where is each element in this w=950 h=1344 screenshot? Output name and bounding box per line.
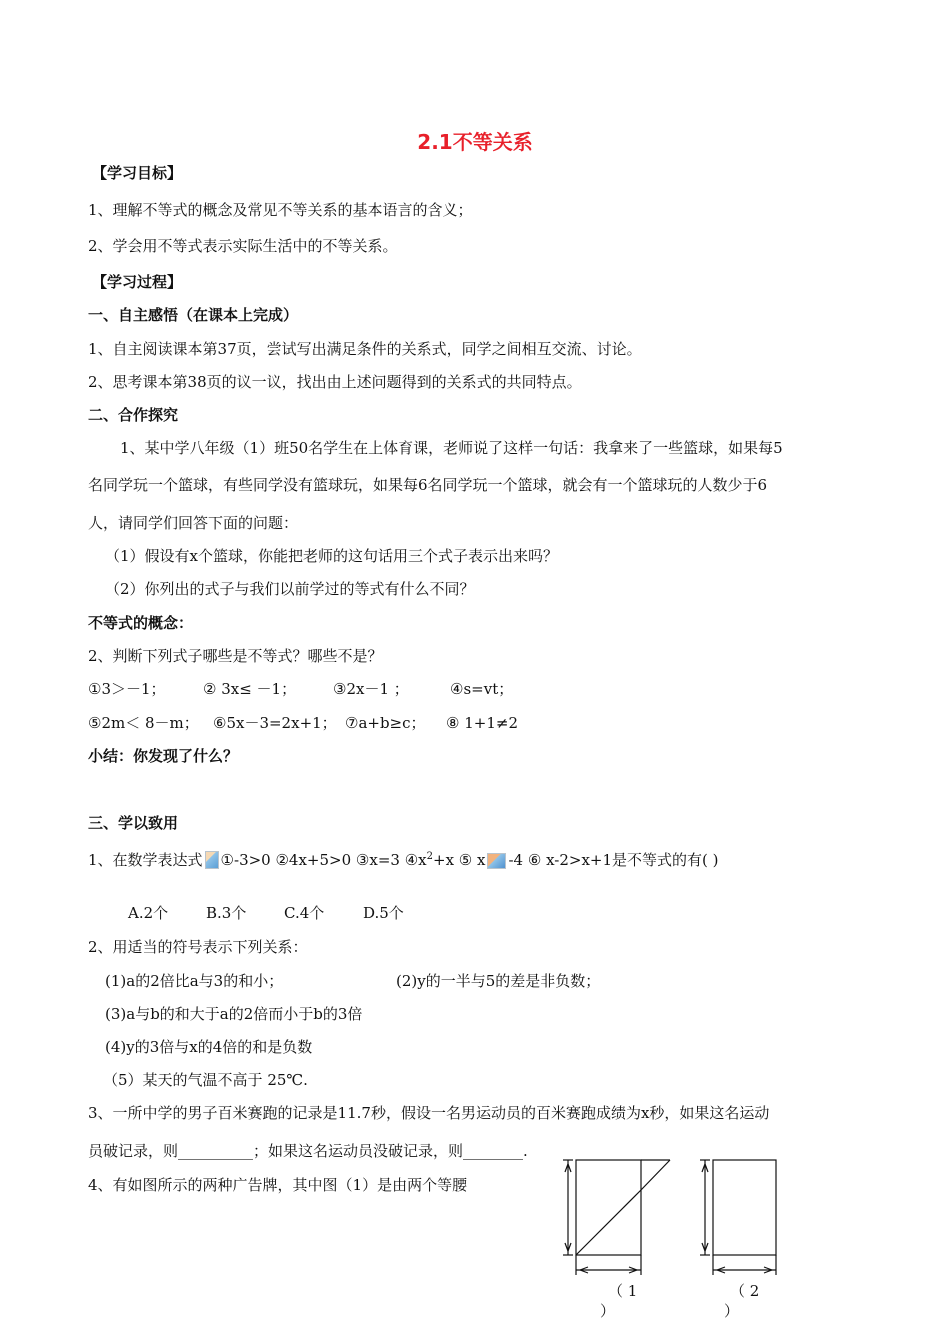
- section1-heading: 一、自主感悟（在课本上完成）: [88, 306, 299, 324]
- section3-heading: 三、学以致用: [88, 814, 179, 832]
- exercise1-prefix: 1、在数学表达式: [88, 851, 203, 869]
- exponent: 2: [426, 851, 433, 862]
- expression-item: ③2x－1 ；: [333, 680, 409, 698]
- expression-item: ⑧ 1+1≠2: [446, 714, 518, 732]
- expression-item: ⑥5x－3=2x+1；: [213, 714, 337, 732]
- expression-item: ⑦a+b≥c；: [345, 714, 426, 732]
- figure1-label: （ 1: [608, 1282, 638, 1300]
- exercise1-expr: -4 ⑥ x-2>x+1是不等式的有( ): [508, 851, 719, 869]
- expression-item: ①3＞－1；: [88, 680, 166, 698]
- billboard-figures: [548, 1150, 788, 1330]
- section1-item: 2、思考课本第38页的议一议，找出由上述问题得到的关系式的共同特点。: [88, 373, 582, 391]
- figure2-label: （ 2: [730, 1282, 760, 1300]
- section2-heading: 二、合作探究: [88, 406, 179, 424]
- option-c: C.4个: [284, 904, 325, 922]
- expression-item: ⑤2m＜ 8－m；: [88, 714, 199, 732]
- problem1-line3: 人，请同学们回答下面的问题：: [88, 514, 299, 532]
- option-a: A.2个: [128, 904, 169, 922]
- expression-item: ② 3x≤ －1；: [203, 680, 297, 698]
- exercise4-text: 4、有如图所示的两种广告牌，其中图（1）是由两个等腰: [88, 1176, 468, 1194]
- exercise2-item: (3)a与b的和大于a的2倍而小于b的3倍: [105, 1005, 363, 1023]
- problem1-line2: 名同学玩一个篮球，有些同学没有篮球玩，如果每6名同学玩一个篮球，就会有一个篮球玩的人数少于6: [88, 476, 768, 494]
- objective-item: 1、理解不等式的概念及常见不等关系的基本语言的含义；: [88, 201, 473, 219]
- exercise2-item: (4)y的3倍与x的4倍的和是负数: [105, 1038, 313, 1056]
- problem1-line1: 1、某中学八年级（1）班50名学生在上体育课，老师说了这样一句话：我拿来了一些篮球，如果每5: [120, 439, 783, 457]
- exercise1-expr: ①-3>0 ②4x+5>0 ③x=3 ④x: [220, 851, 427, 869]
- figure1-diagonal: [576, 1190, 641, 1255]
- figure1-label-close: ）: [600, 1302, 616, 1320]
- page-title: 2.1不等关系: [417, 130, 533, 154]
- summary-text: 小结：你发现了什么？: [88, 747, 239, 765]
- figure1-rectangle: [576, 1160, 641, 1255]
- objective-item: 2、学会用不等式表示实际生活中的不等关系。: [88, 237, 398, 255]
- objectives-heading: 【学习目标】: [92, 164, 183, 182]
- option-d: D.5个: [363, 904, 404, 922]
- problem2-text: 2、判断下列式子哪些是不等式？哪些不是？: [88, 647, 383, 665]
- option-b: B.3个: [206, 904, 247, 922]
- figure2-rectangle: [713, 1160, 776, 1255]
- figure2-label-close: ）: [724, 1302, 740, 1320]
- exercise3-line2: 员破记录，则__________；如果这名运动员没破记录，则________.: [88, 1142, 528, 1160]
- concept-label: 不等式的概念：: [88, 614, 194, 632]
- exercise2-text: 2、用适当的符号表示下列关系：: [88, 938, 308, 956]
- process-heading: 【学习过程】: [92, 273, 183, 291]
- exercise2-item: (1)a的2倍比a与3的和小；: [105, 972, 284, 990]
- exercise1-text: [88, 847, 719, 870]
- problem1-question1: （1）假设有x个篮球，你能把老师的这句话用三个式子表示出来吗？: [105, 547, 559, 565]
- section1-item: 1、自主阅读课本第37页，尝试写出满足条件的关系式，同学之间相互交流、讨论。: [88, 340, 642, 358]
- exercise3-line1: 3、一所中学的男子百米赛跑的记录是11.7秒，假设一名男运动员的百米赛跑成绩为x秒，如果这名运动: [88, 1104, 770, 1122]
- problem1-question2: （2）你列出的式子与我们以前学过的等式有什么不同？: [105, 580, 475, 598]
- exercise2-item: (2)y的一半与5的差是非负数；: [396, 972, 601, 990]
- expression-item: ④s=vt；: [450, 680, 514, 698]
- broken-image-icon: [205, 851, 219, 869]
- exercise1-expr: +x ⑤ x: [433, 851, 486, 869]
- broken-image-icon: [487, 853, 506, 869]
- exercise2-item: （5）某天的气温不高于 25℃.: [103, 1071, 308, 1089]
